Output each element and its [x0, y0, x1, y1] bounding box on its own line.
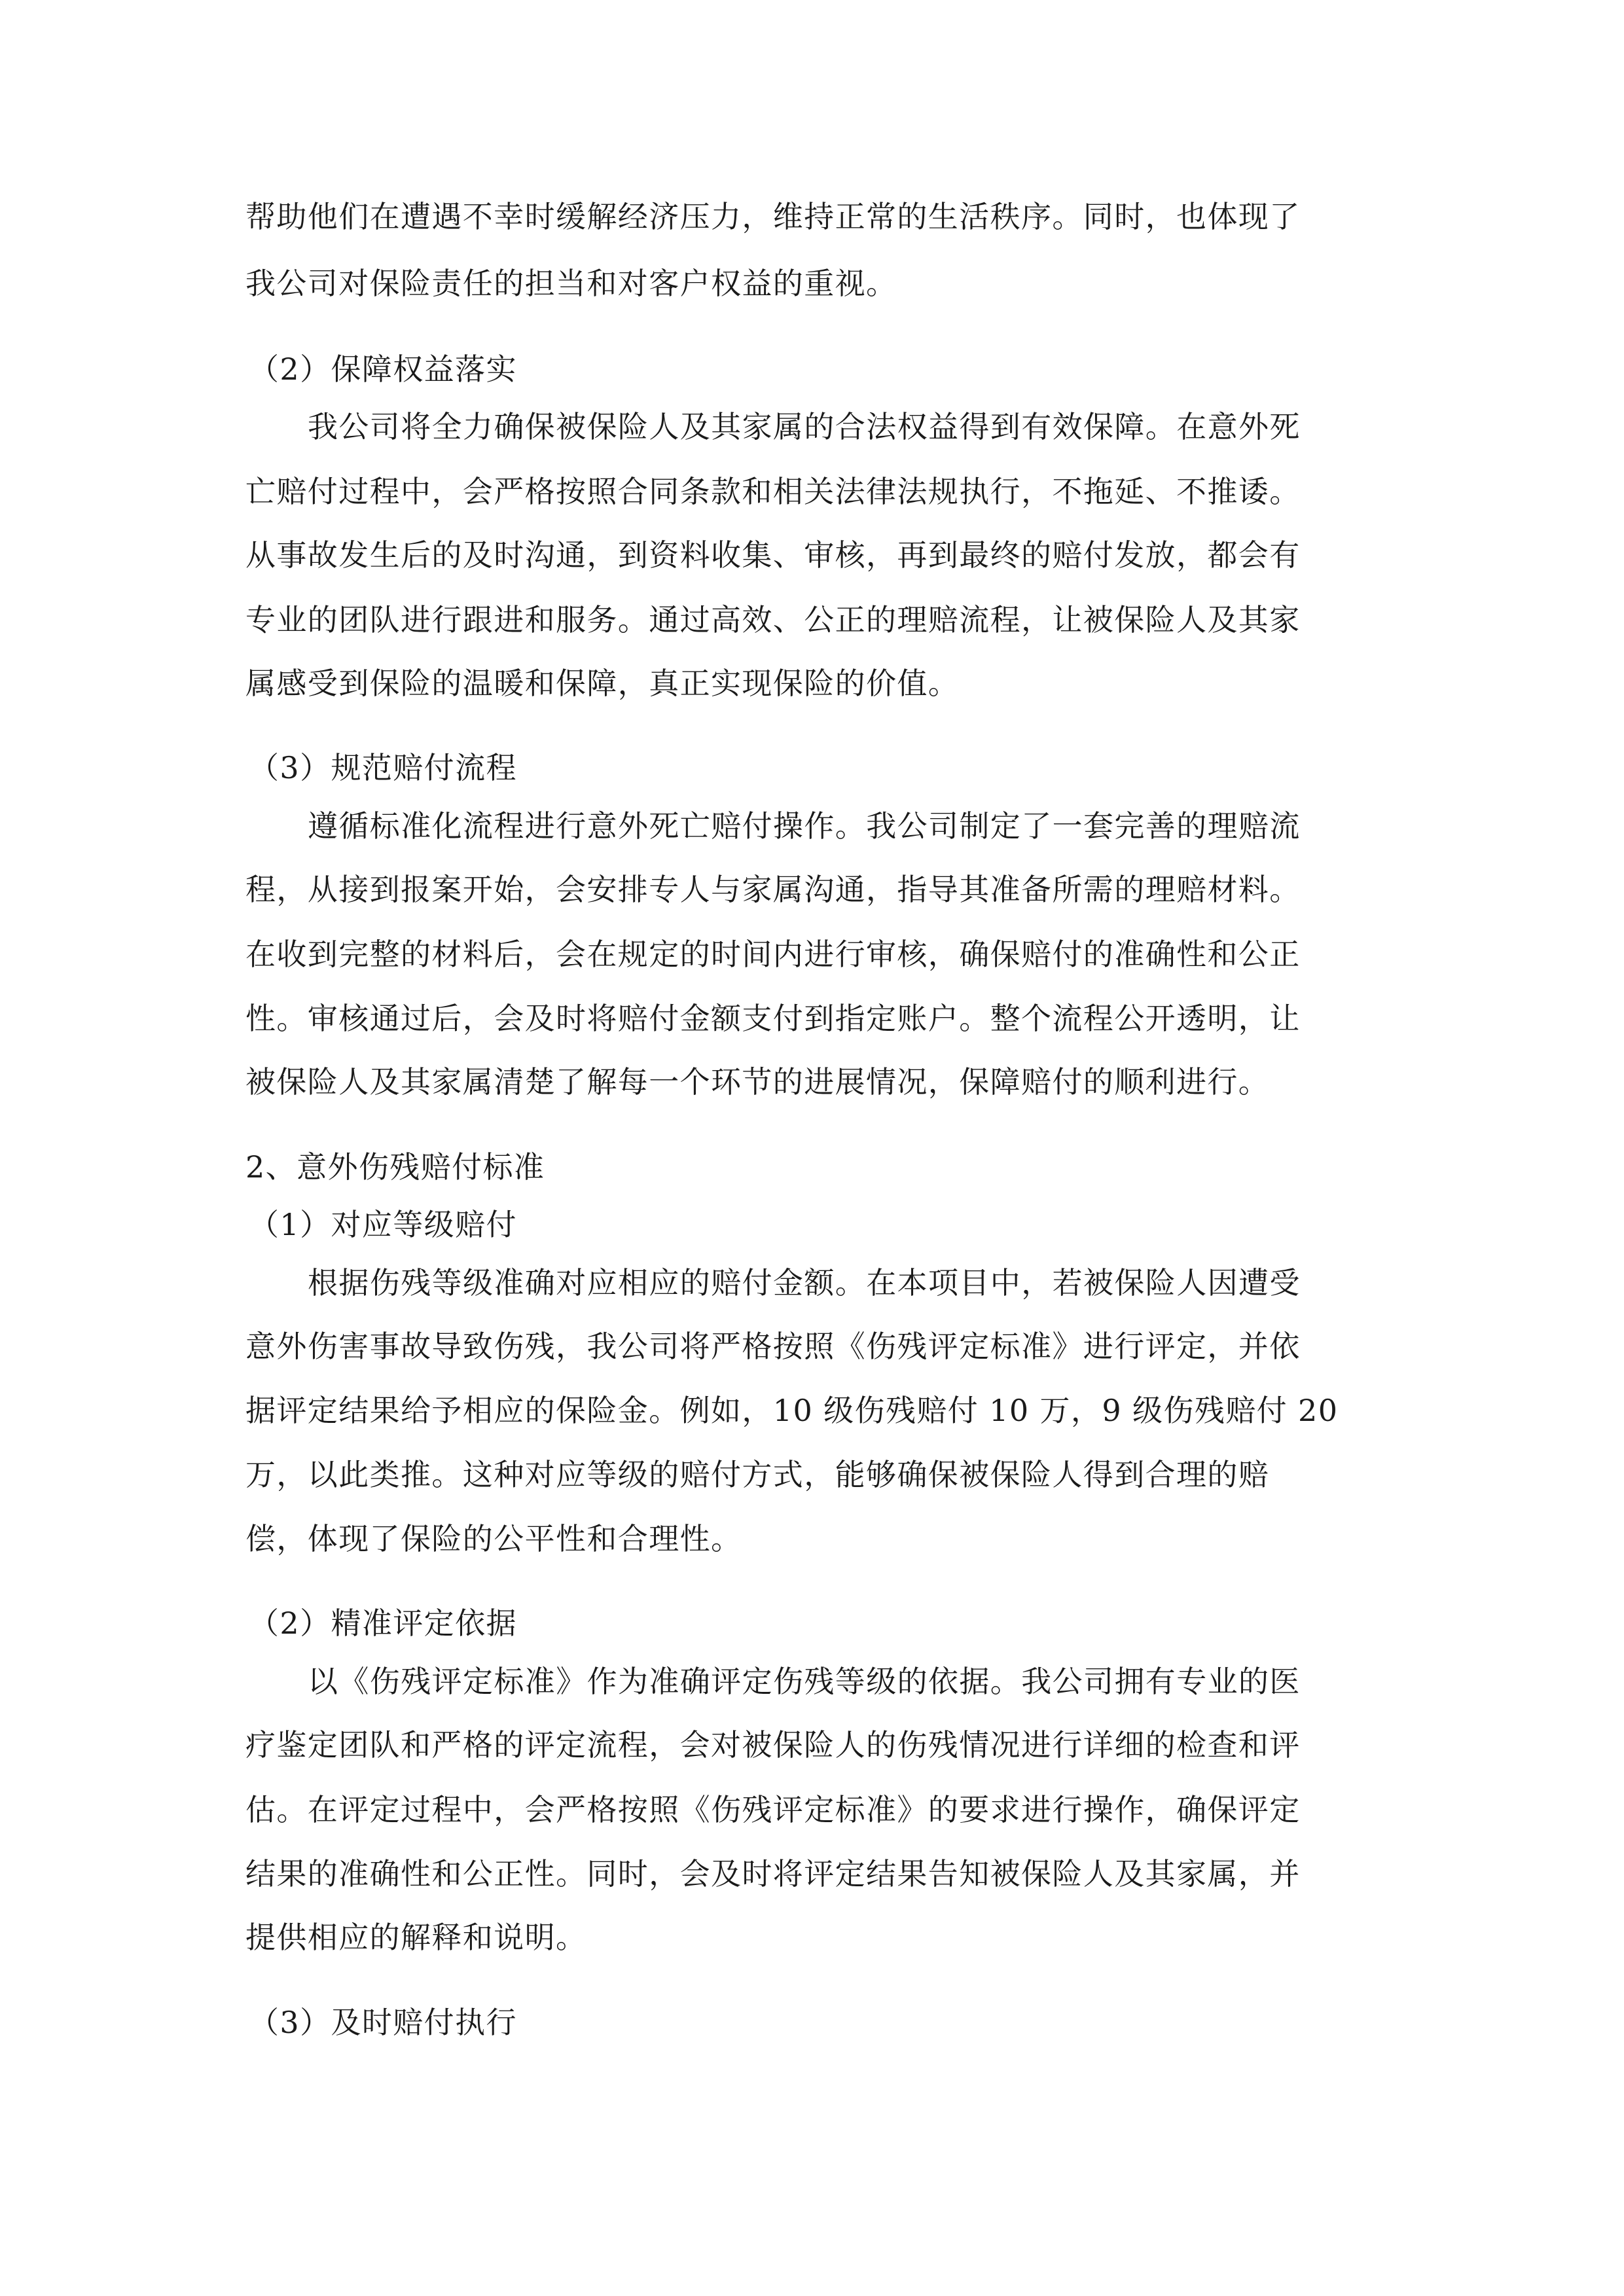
paragraph-line: 我公司将全力确保被保险人及其家属的合法权益得到有效保障。在意外死: [308, 409, 1301, 444]
paragraph-line: 疗鉴定团队和严格的评定流程，会对被保险人的伤残情况进行详细的检查和评: [245, 1727, 1301, 1763]
paragraph-line: 亡赔付过程中，会严格按照合同条款和相关法律法规执行，不拖延、不推诿。: [245, 474, 1301, 509]
paragraph-line: 性。审核通过后，会及时将赔付金额支付到指定账户。整个流程公开透明，让: [245, 1001, 1301, 1036]
paragraph-line: 被保险人及其家属清楚了解每一个环节的进展情况，保障赔付的顺利进行。: [245, 1064, 1270, 1100]
paragraph-line: 偿，体现了保险的公平性和合理性。: [245, 1521, 742, 1556]
paragraph-line: 我公司对保险责任的担当和对客户权益的重视。: [245, 266, 897, 301]
section-heading: （2）精准评定依据: [249, 1605, 517, 1641]
paragraph-line: 以《伤残评定标准》作为准确评定伤残等级的依据。我公司拥有专业的医: [308, 1664, 1301, 1699]
paragraph-line: 万，以此类推。这种对应等级的赔付方式，能够确保被保险人得到合理的赔: [245, 1457, 1270, 1492]
paragraph-line: 根据伤残等级准确对应相应的赔付金额。在本项目中，若被保险人因遭受: [308, 1265, 1301, 1300]
paragraph-line: 结果的准确性和公正性。同时，会及时将评定结果告知被保险人及其家属，并: [245, 1856, 1301, 1892]
section-heading: （1）对应等级赔付: [249, 1207, 517, 1242]
paragraph-line: 属感受到保险的温暖和保障，真正实现保险的价值。: [245, 666, 960, 701]
paragraph-line: 在收到完整的材料后，会在规定的时间内进行审核，确保赔付的准确性和公正: [245, 937, 1301, 972]
paragraph-line: 意外伤害事故导致伤残，我公司将严格按照《伤残评定标准》进行评定，并依: [245, 1329, 1301, 1364]
paragraph-line: 帮助他们在遭遇不幸时缓解经济压力，维持正常的生活秩序。同时，也体现了: [245, 199, 1301, 234]
paragraph-line: 从事故发生后的及时沟通，到资料收集、审核，再到最终的赔付发放，都会有: [245, 537, 1301, 573]
section-heading: （2）保障权益落实: [249, 351, 517, 387]
paragraph-line: 提供相应的解释和说明。: [245, 1920, 587, 1955]
paragraph-line: 遵循标准化流程进行意外死亡赔付操作。我公司制定了一套完善的理赔流: [308, 808, 1301, 844]
paragraph-line: 专业的团队进行跟进和服务。通过高效、公正的理赔流程，让被保险人及其家: [245, 602, 1301, 637]
paragraph-line: 据评定结果给予相应的保险金。例如，10 级伤残赔付 10 万，9 级伤残赔付 20: [245, 1393, 1339, 1428]
section-heading: 2、意外伤残赔付标准: [245, 1149, 545, 1185]
section-heading: （3）规范赔付流程: [249, 750, 517, 785]
paragraph-line: 程，从接到报案开始，会安排专人与家属沟通，指导其准备所需的理赔材料。: [245, 872, 1301, 907]
section-heading: （3）及时赔付执行: [249, 2005, 517, 2040]
paragraph-line: 估。在评定过程中，会严格按照《伤残评定标准》的要求进行操作，确保评定: [245, 1792, 1301, 1827]
